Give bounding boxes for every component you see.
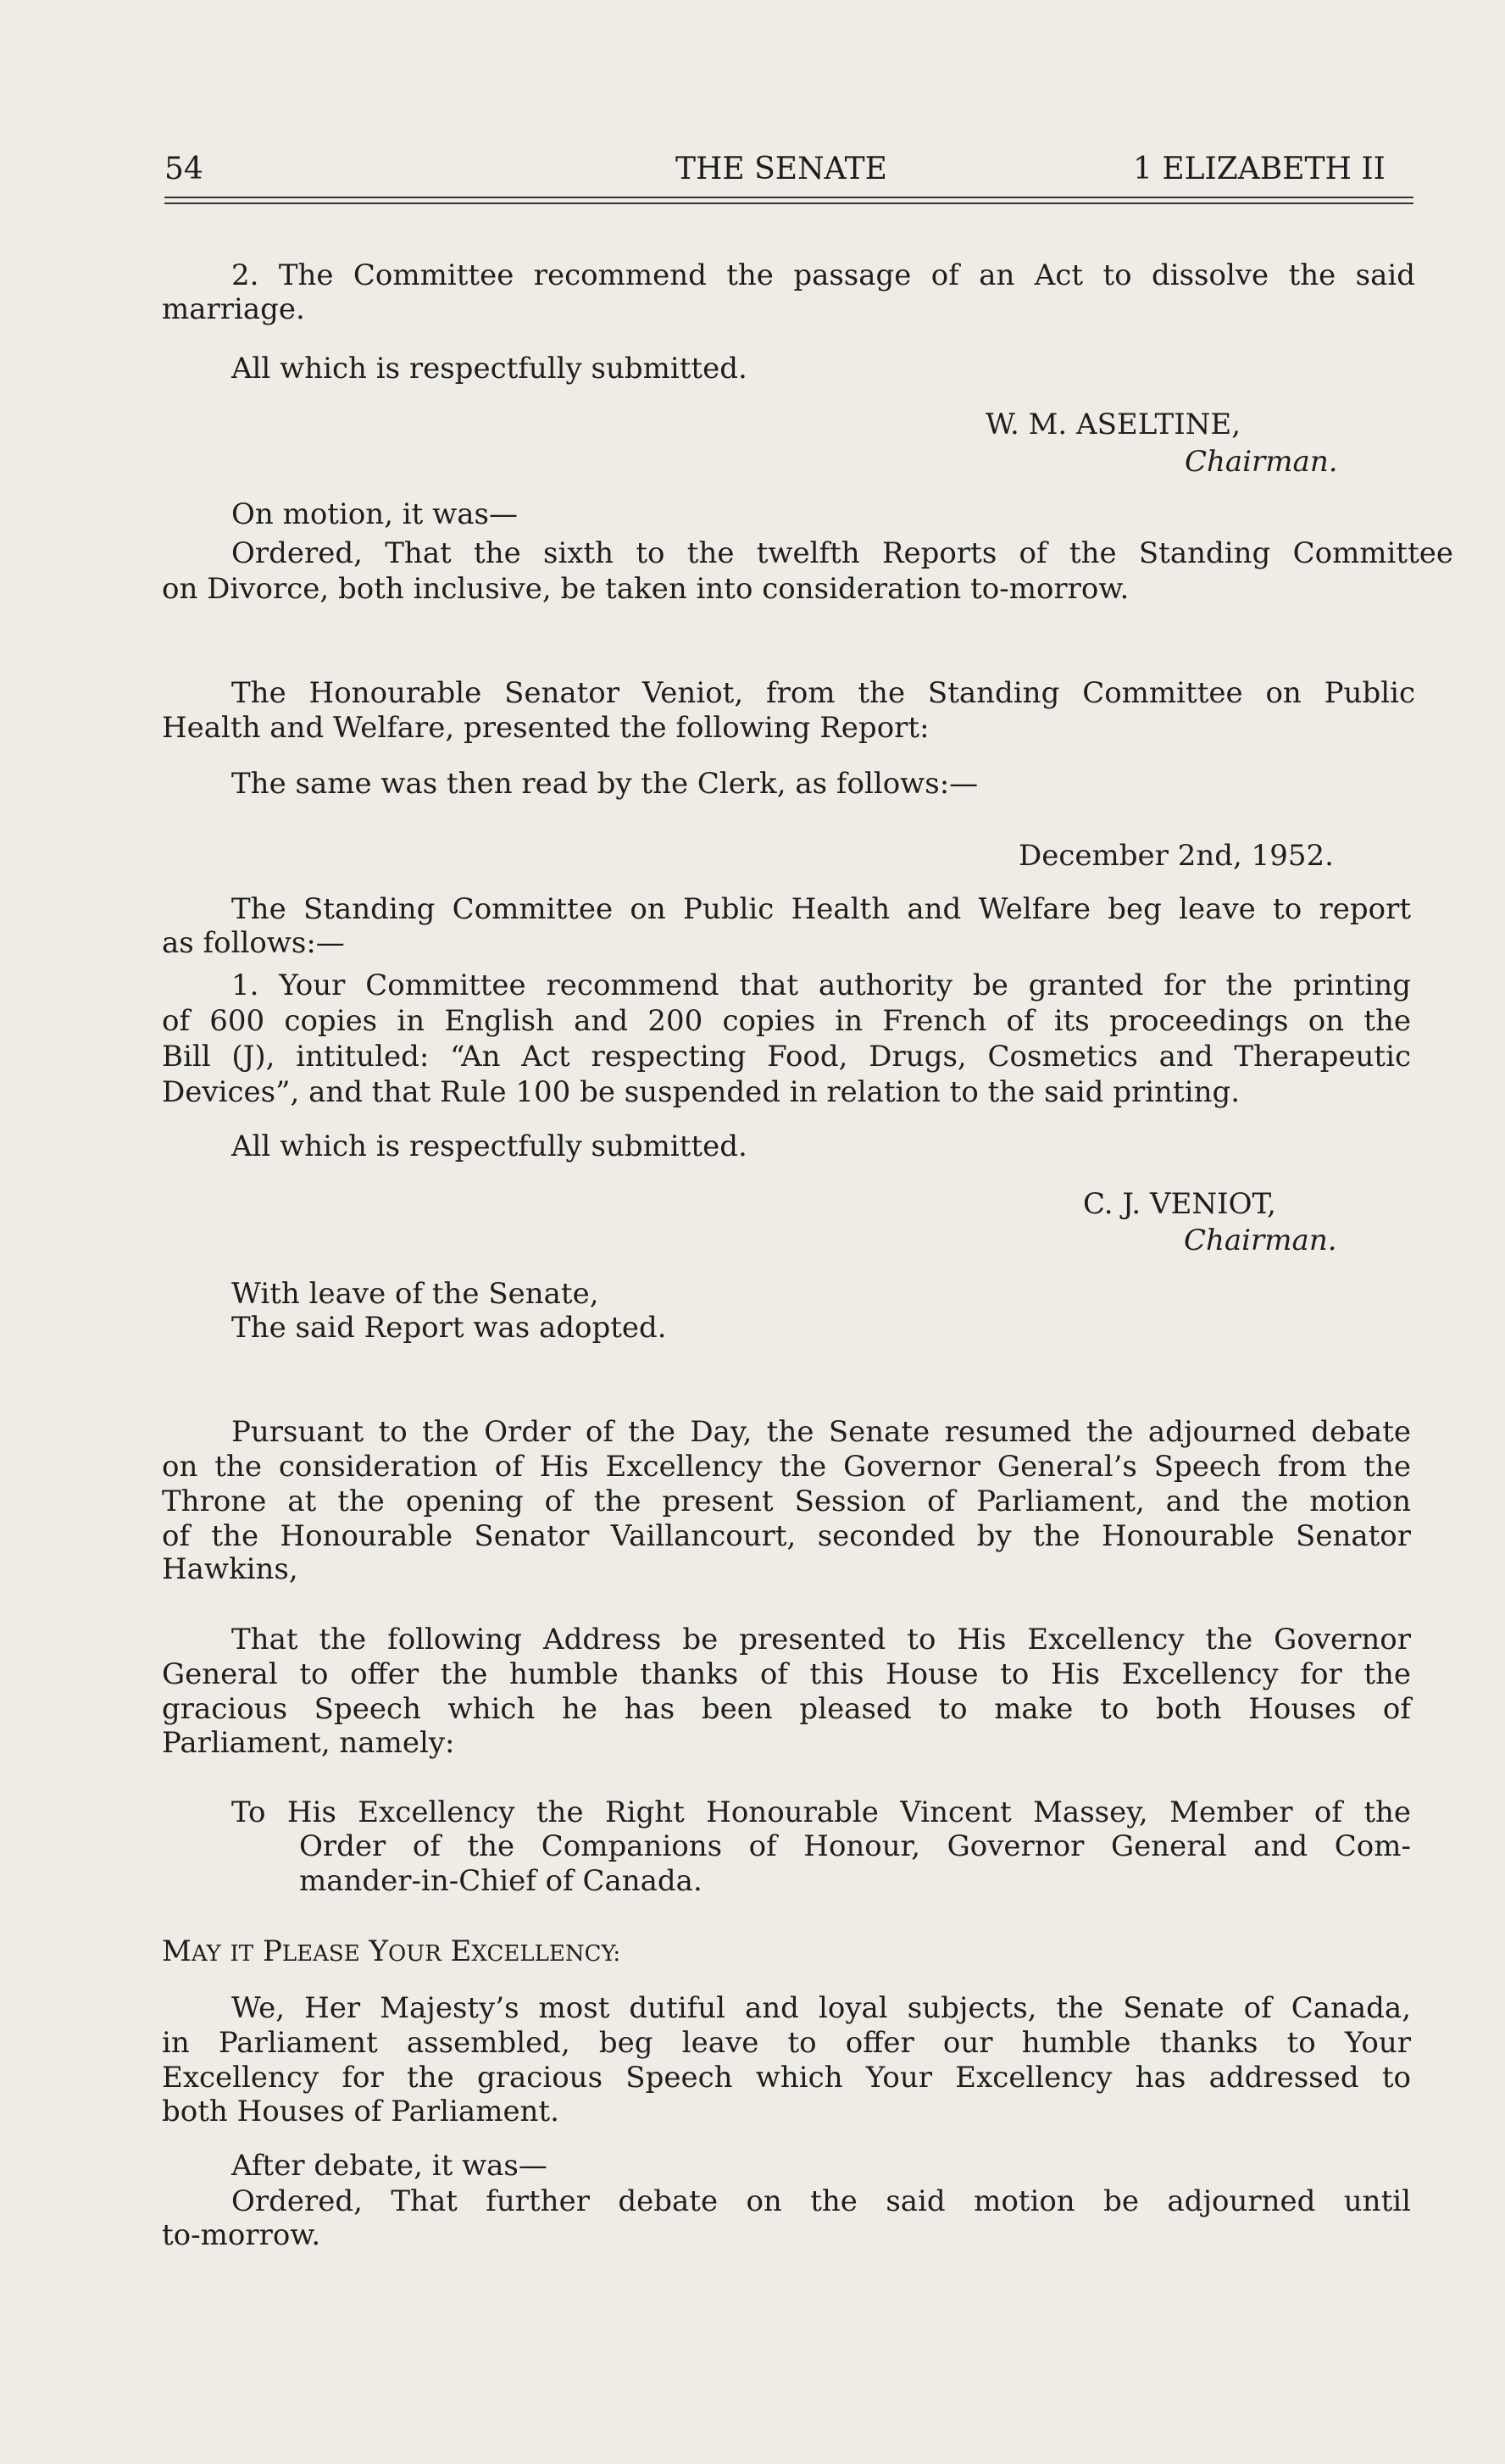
we-line4: both Houses of Parliament. [162, 2095, 559, 2128]
motion-line: On motion, it was— [231, 497, 518, 531]
leave-line1: With leave of the Senate, [231, 1277, 599, 1311]
salutation [162, 1934, 620, 1971]
para2-line1: 2. The Committee recommend the passage of an Act to dissolve the said [231, 258, 1415, 292]
item1-line3: Bill (J), intituled: “An Act respecting Food, Drugs, Cosmetics and Therapeutic [162, 1040, 1411, 1074]
to-line1: To His Excellency the Right Honourable Vincent Massey, Member of the [231, 1795, 1411, 1829]
running-title: THE SENATE [675, 152, 887, 186]
salutation-smallcaps: LEASE [281, 1941, 360, 1967]
ordered-line2: on Divorce, both inclusive, be taken into consideration to-morrow. [162, 572, 1130, 606]
veniot-intro-line1: The Honourable Senator Veniot, from the Standing Committee on Public [231, 676, 1415, 710]
pursuant-line4: of the Honourable Senator Vaillancourt, seconded by the Honourable Senator [162, 1519, 1411, 1553]
to-line2: Order of the Companions of Honour, Governor General and Com- [299, 1829, 1411, 1863]
submitted-1: All which is respectfully submitted. [231, 352, 747, 386]
item1-line1: 1. Your Committee recommend that authority be granted for the printing [231, 968, 1411, 1002]
veniot-intro-line2: Health and Welfare, presented the following Report: [162, 711, 930, 745]
header-rule-top [164, 197, 1413, 198]
beg-line2: as follows:— [162, 926, 345, 960]
salutation-capital: Y [369, 1934, 388, 1968]
we-line2: in Parliament assembled, beg leave to offer our humble thanks to Your [162, 2026, 1411, 2060]
signer-aseltine: W. M. ASELTINE, [986, 408, 1241, 441]
salutation-word [369, 1934, 441, 1968]
pursuant-line3: Throne at the opening of the present Session of Parliament, and the motion [162, 1485, 1411, 1518]
salutation-smallcaps: IT [230, 1941, 254, 1967]
address-line1: That the following Address be presented to His Excellency the Governor [231, 1623, 1411, 1657]
we-line1: We, Her Majesty’s most dutiful and loyal subjects, the Senate of Canada, [231, 1991, 1411, 2025]
after-debate: After debate, it was— [231, 2149, 547, 2183]
address-line3: gracious Speech which he has been pleased to make to both Houses of [162, 1692, 1411, 1726]
salutation-smallcaps: AY [191, 1941, 221, 1967]
salutation-word [263, 1934, 360, 1968]
page-number: 54 [164, 152, 203, 186]
ordered-line1: Ordered, That the sixth to the twelfth Reports of the Standing Committee [231, 536, 1453, 570]
salutation-capital: E [450, 1934, 472, 1968]
item1-line4: Devices”, and that Rule 100 be suspended in relation to the said printing. [162, 1075, 1241, 1109]
item1-line2: of 600 copies in English and 200 copies in French of its proceedings on the [162, 1004, 1411, 1038]
signer-title-1: Chairman. [1185, 445, 1338, 479]
submitted-2: All which is respectfully submitted. [231, 1129, 747, 1163]
salutation-word [162, 1934, 221, 1968]
leave-line2: The said Report was adopted. [231, 1311, 667, 1345]
further-line1: Ordered, That further debate on the said motion be adjourned until [231, 2184, 1411, 2218]
session-label: 1 ELIZABETH II [1133, 152, 1386, 186]
salutation-capital: P [262, 1934, 282, 1968]
para2-line2: marriage. [162, 292, 305, 326]
pursuant-line2: on the consideration of His Excellency the Governor General’s Speech from the [162, 1450, 1411, 1484]
pursuant-line5: Hawkins, [162, 1552, 298, 1586]
signer-title-2: Chairman. [1184, 1224, 1337, 1257]
salutation-capital: M [162, 1934, 192, 1968]
address-line2: General to offer the humble thanks of this House to His Excellency for the [162, 1657, 1411, 1691]
salutation-smallcaps: XCELLENCY: [471, 1941, 621, 1967]
to-line3: mander-in-Chief of Canada. [299, 1864, 703, 1898]
header-rule-bottom [164, 203, 1413, 204]
pursuant-line1: Pursuant to the Order of the Day, the Senate resumed the adjourned debate [231, 1415, 1411, 1449]
report-date: December 2nd, 1952. [1019, 839, 1334, 873]
salutation-word [230, 1934, 254, 1968]
signer-veniot: C. J. VENIOT, [1083, 1187, 1276, 1221]
beg-line1: The Standing Committee on Public Health and Welfare beg leave to report [231, 892, 1411, 926]
further-line2: to-morrow. [162, 2218, 321, 2252]
we-line3: Excellency for the gracious Speech which Your Excellency has addressed to [162, 2061, 1411, 2095]
read-by-clerk: The same was then read by the Clerk, as follows:— [231, 767, 979, 801]
address-line4: Parliament, namely: [162, 1726, 455, 1760]
salutation-word [451, 1934, 621, 1968]
salutation-smallcaps: OUR [387, 1941, 442, 1967]
